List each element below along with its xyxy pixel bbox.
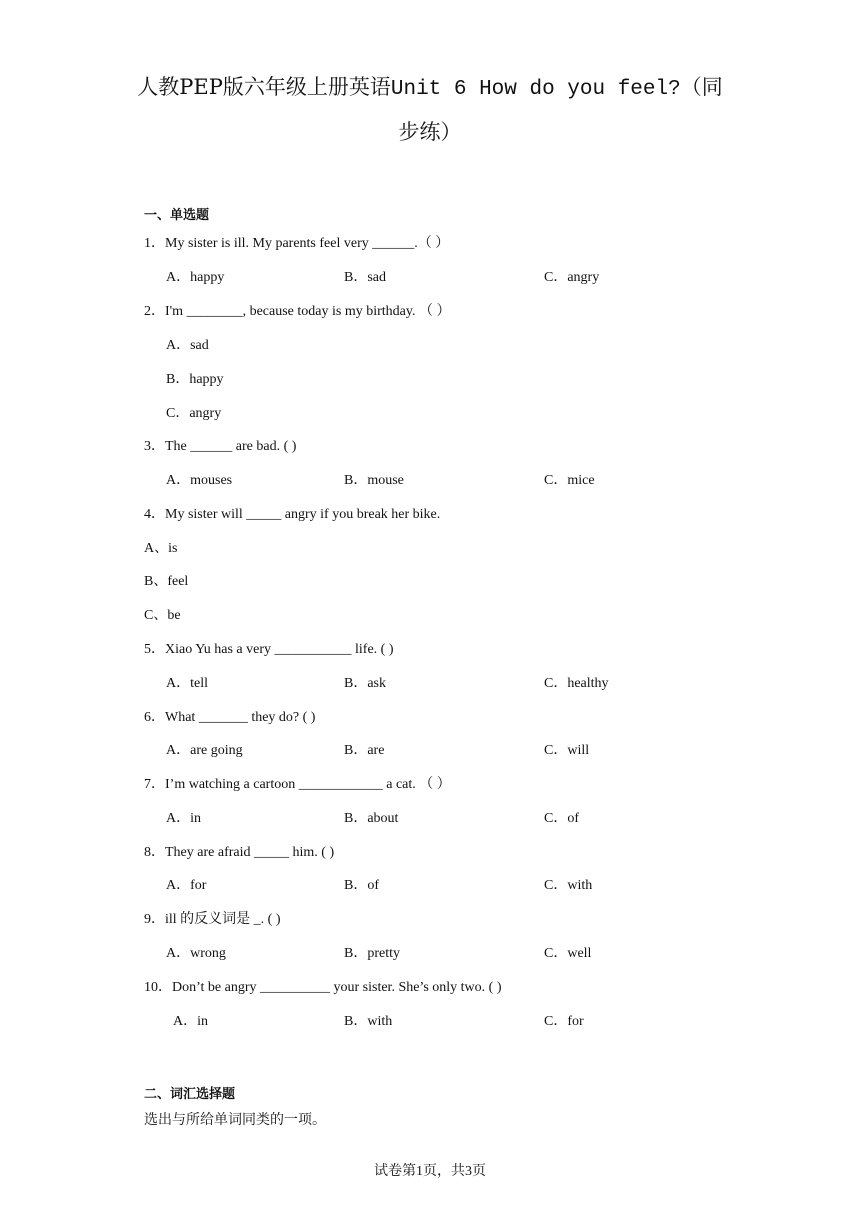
q7-option-a[interactable]: A．in [166,811,201,826]
title-tail: （同 [680,75,723,99]
q8-option-b[interactable]: B．of [344,878,379,893]
q8-option-c[interactable]: C．with [544,878,593,893]
question-4: 4．My sister will _____ angry if you break her bike. [144,507,441,522]
q2-option-b[interactable]: B．happy [166,372,224,387]
question-9: 9．ill 的反义词是 _. ( ) [144,912,281,927]
q1-option-c[interactable]: C．angry [544,270,600,285]
q6-option-c[interactable]: C．will [544,743,590,758]
q5-option-c[interactable]: C．healthy [544,676,609,691]
question-2: 2．I'm ________, because today is my birthday. （ ） [144,304,451,319]
q9-option-a[interactable]: A．wrong [166,946,226,961]
q2-option-c[interactable]: C．angry [166,406,222,421]
title-cn: 人教PEP版六年级上册英语 [137,75,391,99]
q6-option-a[interactable]: A．are going [166,743,243,758]
q3-option-b[interactable]: B．mouse [344,473,404,488]
q10-option-b[interactable]: B．with [344,1014,393,1029]
q4-option-b[interactable]: B、feel [144,574,189,589]
q4-option-a[interactable]: A、is [144,541,178,556]
q7-option-c[interactable]: C．of [544,811,579,826]
q3-option-c[interactable]: C．mice [544,473,595,488]
page-title [110,65,750,112]
question-3: 3．The ______ are bad. ( ) [144,439,297,454]
q7-option-b[interactable]: B．about [344,811,399,826]
q1-option-a[interactable]: A．happy [166,270,225,285]
q9-option-b[interactable]: B．pretty [344,946,400,961]
q9-option-c[interactable]: C．well [544,946,592,961]
section-heading-single-choice: 一、单选题 [144,208,210,223]
q3-option-a[interactable]: A．mouses [166,473,233,488]
q5-option-a[interactable]: A．tell [166,676,208,691]
title-en: Unit 6 How do you feel? [390,78,681,101]
question-1: 1．My sister is ill. My parents feel very ______.（ ） [144,236,450,251]
q2-option-a[interactable]: A．sad [166,338,209,353]
q8-option-a[interactable]: A．for [166,878,207,893]
question-7: 7．I’m watching a cartoon ____________ a cat. （ ） [144,777,451,792]
q10-option-a[interactable]: A．in [173,1014,208,1029]
page-footer: 试卷第1页，共3页 [374,1164,486,1179]
q4-option-c[interactable]: C、be [144,608,181,623]
question-10: 10．Don’t be angry __________ your sister. She’s only two. ( ) [144,980,502,995]
page-title-line2: 步练） [398,120,462,144]
q1-option-b[interactable]: B．sad [344,270,386,285]
q5-option-b[interactable]: B．ask [344,676,386,691]
section-heading-vocabulary: 二、词汇选择题 [144,1087,236,1102]
q10-option-c[interactable]: C．for [544,1014,584,1029]
q6-option-b[interactable]: B．are [344,743,385,758]
section-instruction: 选出与所给单词同类的一项。 [144,1112,326,1128]
question-5: 5．Xiao Yu has a very ___________ life. ( ) [144,642,394,657]
question-6: 6．What _______ they do? ( ) [144,710,316,725]
question-8: 8．They are afraid _____ him. ( ) [144,845,335,860]
